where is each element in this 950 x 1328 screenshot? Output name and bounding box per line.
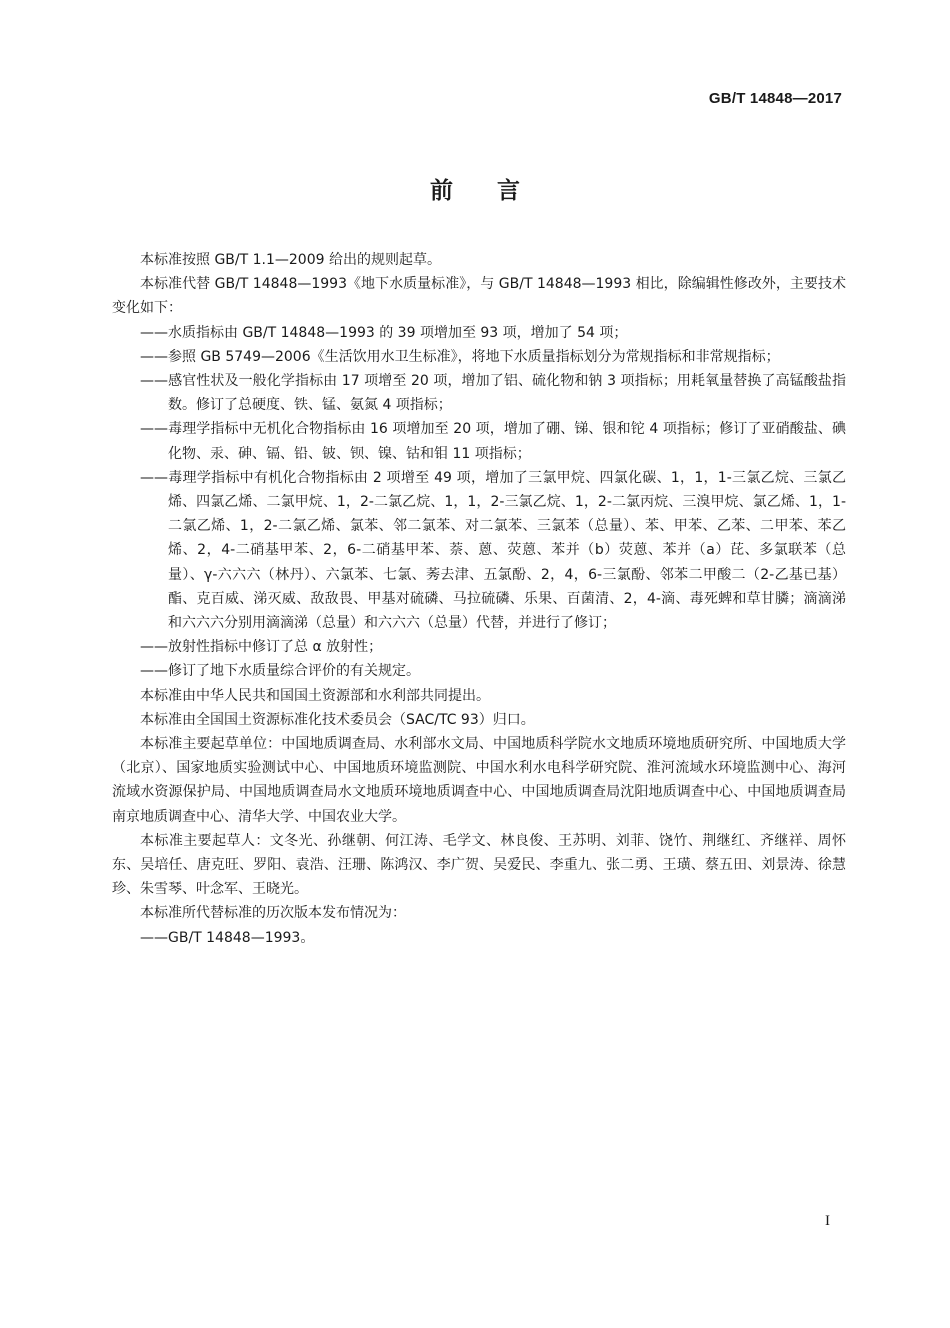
change-item-sensory: ——感官性状及一般化学指标由 17 项增至 20 项，增加了铝、硫化物和钠 3 项指标；用耗氧量替换了高锰酸盐指数。修订了总硬度、铁、锰、氨氮 4 项指标； — [140, 373, 846, 414]
paragraph-drafters: 本标准主要起草人：文冬光、孙继朝、何江涛、毛学文、林良俊、王苏明、刘菲、饶竹、荆继红、齐继祥、周怀东、吴培任、唐克旺、罗阳、袁浩、汪珊、陈鸿汉、李广贺、吴爱民、李重九、张二勇、王璜、蔡五田、刘景涛、徐慧珍、朱雪琴、叶念军、王晓光。 — [112, 832, 846, 898]
paragraph-proposer: 本标准由中华人民共和国国土资源部和水利部共同提出。 — [140, 687, 490, 704]
paragraph-replacement: 本标准代替 GB/T 14848—1993《地下水质量标准》，与 GB/T 14848—1993 相比，除编辑性修改外，主要技术变化如下： — [112, 276, 846, 317]
change-item-classification: ——参照 GB 5749—2006《生活饮用水卫生标准》，将地下水质量指标划分为常规指标和非常规指标； — [140, 348, 780, 365]
change-item-radioactivity: ——放射性指标中修订了总 α 放射性； — [140, 639, 383, 656]
history-item: ——GB/T 14848—1993。 — [140, 929, 315, 946]
paragraph-administration: 本标准由全国国土资源标准化技术委员会（SAC/TC 93）归口。 — [140, 711, 535, 728]
change-item-indicator-count: ——水质指标由 GB/T 14848—1993 的 39 项增加至 93 项，增加了 54 项； — [140, 324, 628, 341]
page-title: 前言 — [430, 178, 564, 204]
standard-code: GB/T 14848—2017 — [708, 90, 842, 107]
paragraph-history-intro: 本标准所代替标准的历次版本发布情况为： — [140, 905, 406, 922]
paragraph-drafting-rules: 本标准按照 GB/T 1.1—2009 给出的规则起草。 — [140, 252, 441, 268]
change-item-evaluation: ——修订了地下水质量综合评价的有关规定。 — [140, 663, 420, 680]
document-body — [112, 248, 846, 950]
change-item-inorganic: ——毒理学指标中无机化合物指标由 16 项增加至 20 项，增加了硼、锑、银和铊 4 项指标；修订了亚硝酸盐、碘化物、汞、砷、镉、铅、铍、钡、镍、钴和钼 11 项指标； — [140, 421, 846, 462]
page-number: I — [825, 1213, 830, 1229]
change-item-organic: ——毒理学指标中有机化合物指标由 2 项增至 49 项，增加了三氯甲烷、四氯化碳、1，1，1-三氯乙烷、三氯乙烯、四氯乙烯、二氯甲烷、1，2-二氯乙烷、1，1，2-三氯乙烷、1，2-二氯丙烷、三溴甲烷、氯乙烯、1，1-二氯乙烯、1，2-二氯乙烯、氯苯、邻二氯苯、对二氯苯、三氯苯（总量）、苯、甲苯、乙苯、二甲苯、苯乙烯、2，4-二硝基甲苯、2，6-二硝基甲苯、萘、蒽、荧蒽、苯并（b）荧蒽、苯并（a）芘、多氯联苯（总量）、γ-六六六（林丹）、六氯苯、七氯、莠去津、五氯酚、2，4，6-三氯酚、邻苯二甲酸二（2-乙基已基）酯、克百威、涕灭威、敌敌畏、甲基对硫磷、马拉硫磷、乐果、百菌清、2，4-滴、毒死蜱和草甘膦；滴滴涕和六六六分别用滴滴涕（总量）和六六六（总量）代替，并进行了修订； — [140, 469, 846, 632]
paragraph-drafting-units: 本标准主要起草单位：中国地质调查局、水利部水文局、中国地质科学院水文地质环境地质研究所、中国地质大学（北京）、国家地质实验测试中心、中国地质环境监测院、中国水利水电科学研究院、淮河流域水环境监测中心、海河流域水资源保护局、中国地质调查局水文地质环境地质调查中心、中国地质调查局沈阳地质调查中心、中国地质调查局南京地质调查中心、清华大学、中国农业大学。 — [112, 736, 846, 825]
